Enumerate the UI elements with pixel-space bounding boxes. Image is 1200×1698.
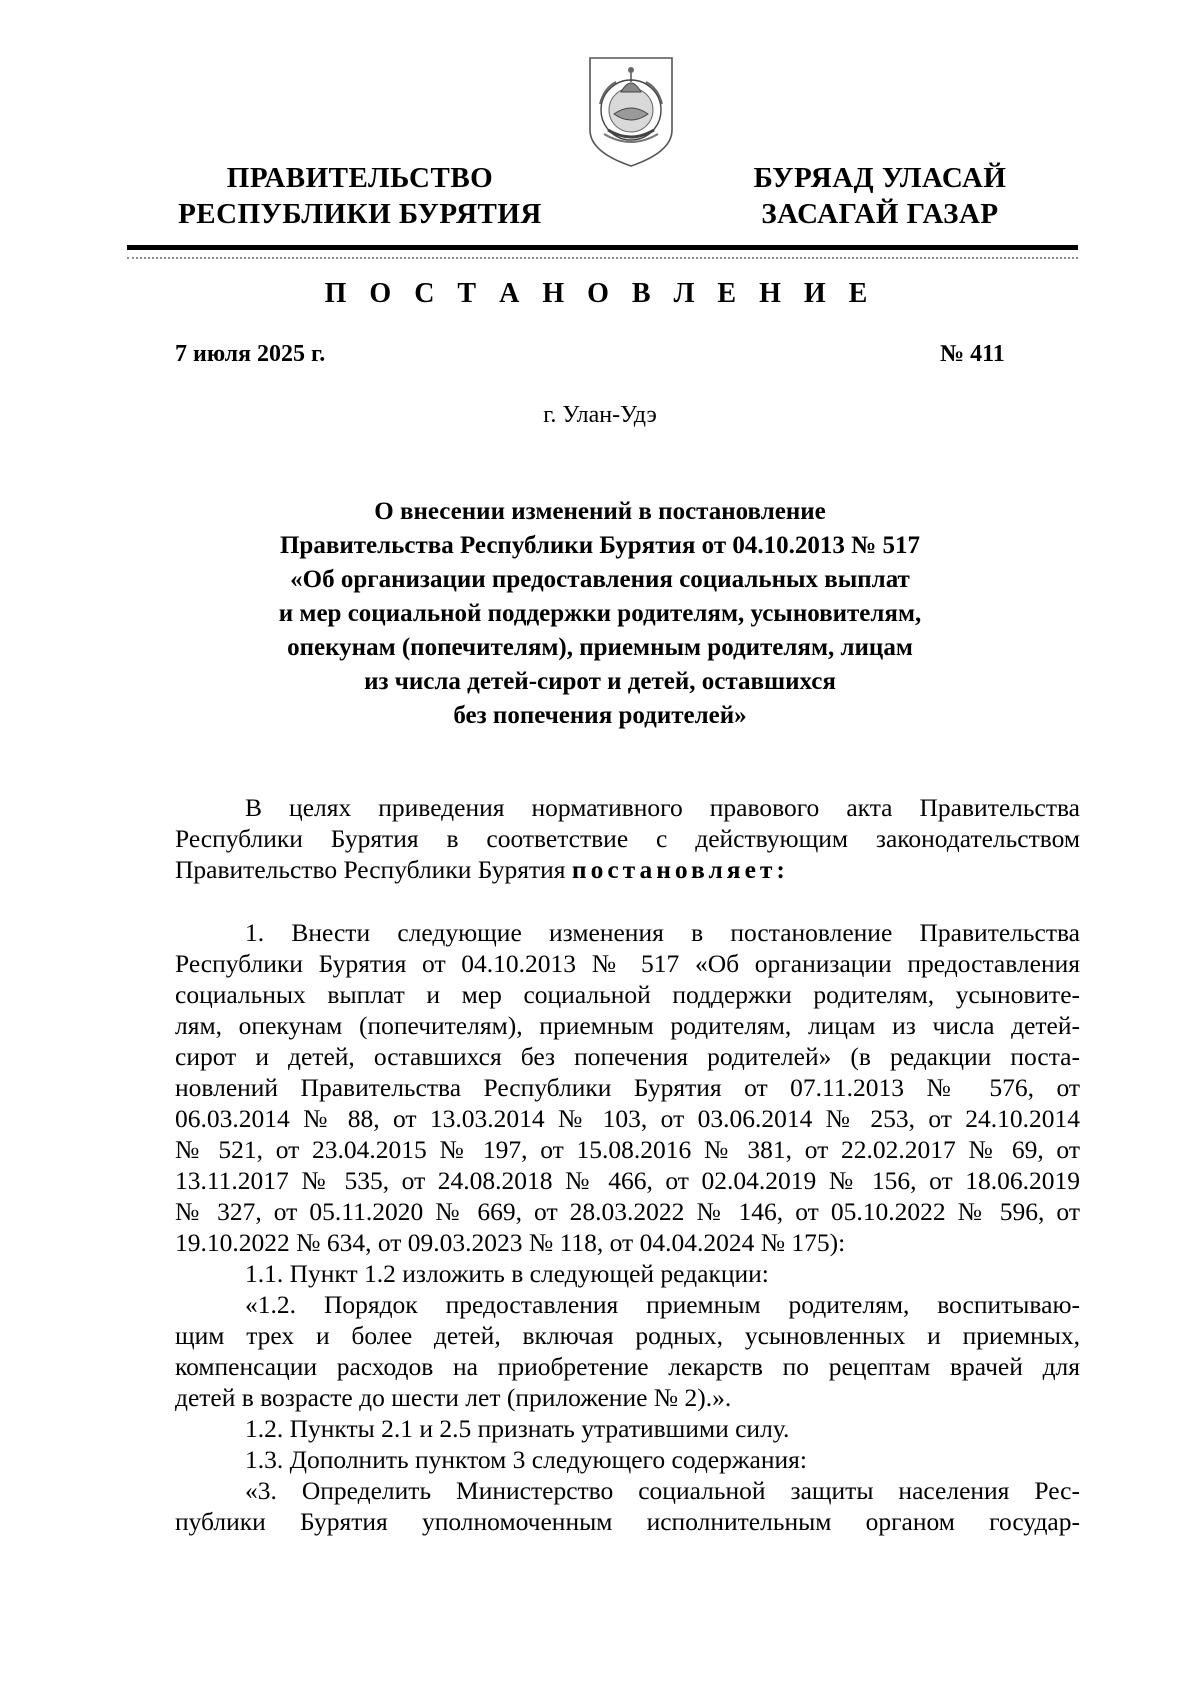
- header-divider-dotted: [127, 257, 1078, 259]
- body-line: Республики Бурятия от 04.10.2013 № 517 «Об организации предоставления: [175, 949, 1080, 978]
- coat-of-arms-emblem: [586, 52, 676, 170]
- title-line: без попечения родителей»: [453, 702, 747, 729]
- decree-word: постановляет:: [571, 855, 789, 884]
- header-divider-thick: [127, 245, 1078, 250]
- title-line: из числа детей-сирот и детей, оставшихся: [364, 668, 836, 695]
- body-line: публики Бурятия уполномоченным исполнительным органом государ-: [175, 1507, 1080, 1536]
- government-name-buryat: [730, 160, 1030, 232]
- government-name-line2: РЕСПУБЛИКИ БУРЯТИЯ: [178, 198, 542, 230]
- government-name-buryat-line1: БУРЯАД УЛАСАЙ: [753, 162, 1007, 194]
- body-line: 1.2. Пункты 2.1 и 2.5 признать утратившими силу.: [245, 1414, 790, 1443]
- preamble-line: Республики Бурятия в соответствие с действующим законодательством: [175, 824, 1080, 853]
- document-date: 7 июля 2025 г.: [175, 341, 326, 367]
- body-line: № 521, от 23.04.2015 № 197, от 15.08.2016 № 381, от 22.02.2017 № 69, от: [175, 1135, 1080, 1164]
- body-line: 1.3. Дополнить пунктом 3 следующего содержания:: [245, 1445, 807, 1474]
- body-line: социальных выплат и мер социальной поддержки родителям, усыновите-: [175, 980, 1080, 1009]
- body-line: лям, опекунам (попечителям), приемным родителям, лицам из числа детей-: [175, 1011, 1080, 1040]
- document-city: г. Улан-Удэ: [543, 402, 657, 428]
- body-line: щим трех и более детей, включая родных, усыновленных и приемных,: [175, 1321, 1080, 1350]
- body-line: новлений Правительства Республики Бурятия от 07.11.2013 № 576, от: [175, 1073, 1080, 1102]
- body-line: 06.03.2014 № 88, от 13.03.2014 № 103, от 03.06.2014 № 253, от 24.10.2014: [175, 1104, 1080, 1133]
- government-name-buryat-line2: ЗАСАГАЙ ГАЗАР: [761, 198, 999, 230]
- government-name-russian: [160, 160, 560, 232]
- body-line: детей в возрасте до шести лет (приложение № 2).».: [175, 1383, 732, 1412]
- body-line: 1.1. Пункт 1.2 изложить в следующей редакции:: [245, 1259, 769, 1288]
- preamble-line: Правительство Республики Бурятия постановляет:: [175, 855, 789, 884]
- preamble-line: В целях приведения нормативного правового акта Правительства: [245, 793, 1080, 822]
- main-text: [175, 917, 1080, 1537]
- body-line: «1.2. Порядок предоставления приемным родителям, воспитываю-: [245, 1290, 1080, 1319]
- document-number: № 411: [940, 341, 1005, 367]
- preamble-paragraph: [175, 792, 1080, 885]
- body-line: «3. Определить Министерство социальной защиты населения Рес-: [245, 1476, 1080, 1505]
- title-line: и мер социальной поддержки родителям, усыновителям,: [278, 600, 922, 627]
- body-line: сирот и детей, оставшихся без попечения родителей» (в редакции поста-: [175, 1042, 1080, 1071]
- document-type: П О С Т А Н О В Л Е Н И Е: [324, 278, 876, 309]
- body-line: 1. Внести следующие изменения в постановление Правительства: [245, 918, 1080, 947]
- title-line: опекунам (попечителям), приемным родителям, лицам: [287, 634, 913, 661]
- title-line: Правительства Республики Бурятия от 04.10.2013 № 517: [279, 532, 920, 559]
- title-line: «Об организации предоставления социальных выплат: [290, 566, 910, 593]
- body-line: компенсации расходов на приобретение лекарств по рецептам врачей для: [175, 1352, 1080, 1381]
- body-line: 19.10.2022 № 634, от 09.03.2023 № 118, от 04.04.2024 № 175):: [175, 1228, 846, 1257]
- body-line: 13.11.2017 № 535, от 24.08.2018 № 466, от 02.04.2019 № 156, от 18.06.2019: [175, 1166, 1080, 1195]
- government-name-line1: ПРАВИТЕЛЬСТВО: [226, 162, 494, 194]
- title-line: О внесении изменений в постановление: [374, 498, 826, 525]
- body-line: № 327, от 05.11.2020 № 669, от 28.03.2022 № 146, от 05.10.2022 № 596, от: [175, 1197, 1080, 1226]
- document-title: [180, 495, 1020, 733]
